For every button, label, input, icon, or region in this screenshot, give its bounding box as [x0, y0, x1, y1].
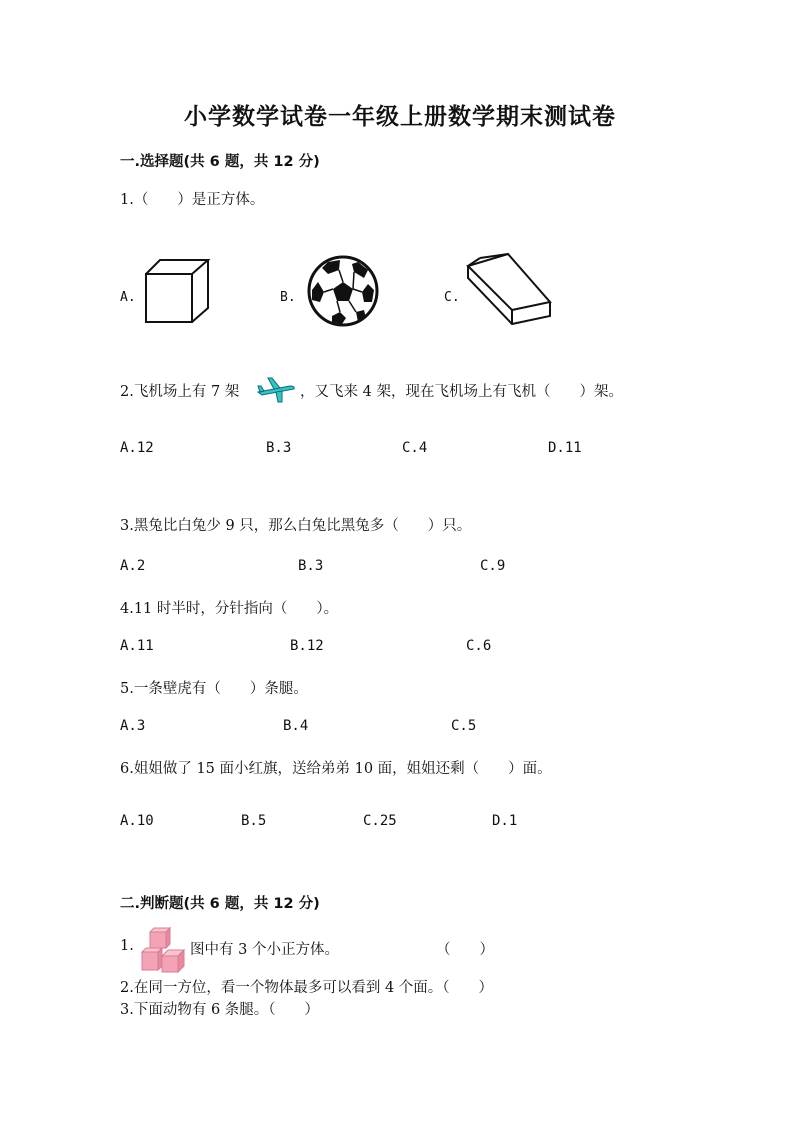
tf-question-1-number: 1.: [120, 938, 134, 954]
q6-option-d: D.1: [492, 813, 518, 829]
q5-option-a: A.3: [120, 718, 146, 734]
q4-option-c: C.6: [466, 638, 492, 654]
airplane-icon: [256, 376, 296, 404]
section-heading-true-false: 二.判断题(共 6 题，共 12 分): [120, 896, 320, 912]
pink-cubes-icon: [140, 928, 188, 974]
q6-option-b: B.5: [241, 813, 267, 829]
q5-option-c: C.5: [451, 718, 477, 734]
tf-question-2-text: 2.在同一方位，看一个物体最多可以看到 4 个面。（ ）: [120, 980, 494, 996]
q4-option-b: B.12: [290, 638, 324, 654]
tf-question-3-text: 3.下面动物有 6 条腿。（ ）: [120, 1002, 320, 1018]
q4-option-a: A.11: [120, 638, 154, 654]
question-6-text: 6.姐姐做了 15 面小红旗，送给弟弟 10 面，姐姐还剩（ ）面。: [120, 761, 552, 777]
q2-option-c: C.4: [402, 440, 428, 456]
q1-option-a: A.: [120, 290, 136, 305]
question-1-text: 1.（ ）是正方体。: [120, 192, 265, 208]
question-2-text-before: 2.飞机场上有 7 架: [120, 384, 240, 400]
soccer-ball-icon: [306, 254, 380, 328]
q2-option-b: B.3: [266, 440, 292, 456]
question-3-text: 3.黑兔比白兔少 9 只，那么白兔比黑兔多（ ）只。: [120, 518, 472, 534]
q2-option-a: A.12: [120, 440, 154, 456]
tf-question-1-blank: （ ）: [436, 942, 494, 958]
question-4-text: 4.11 时半时，分针指向（ ）。: [120, 601, 339, 617]
q6-option-a: A.10: [120, 813, 154, 829]
question-2-text-after: ，又飞来 4 架，现在飞机场上有飞机（ ）架。: [300, 384, 623, 400]
tf-question-1-text: 图中有 3 个小正方体。: [190, 942, 339, 958]
page-title: 小学数学试卷一年级上册数学期末测试卷: [184, 104, 616, 130]
q1-option-b: B.: [280, 290, 296, 305]
q1-option-c: C.: [444, 290, 460, 305]
q3-option-a: A.2: [120, 558, 146, 574]
cuboid-icon: [464, 248, 554, 326]
q2-option-d: D.11: [548, 440, 582, 456]
q6-option-c: C.25: [363, 813, 397, 829]
question-5-text: 5.一条壁虎有（ ）条腿。: [120, 681, 308, 697]
q3-option-b: B.3: [298, 558, 324, 574]
q5-option-b: B.4: [283, 718, 309, 734]
q3-option-c: C.9: [480, 558, 506, 574]
section-heading-choice: 一.选择题(共 6 题，共 12 分): [120, 154, 320, 170]
cube-icon: [144, 258, 210, 324]
